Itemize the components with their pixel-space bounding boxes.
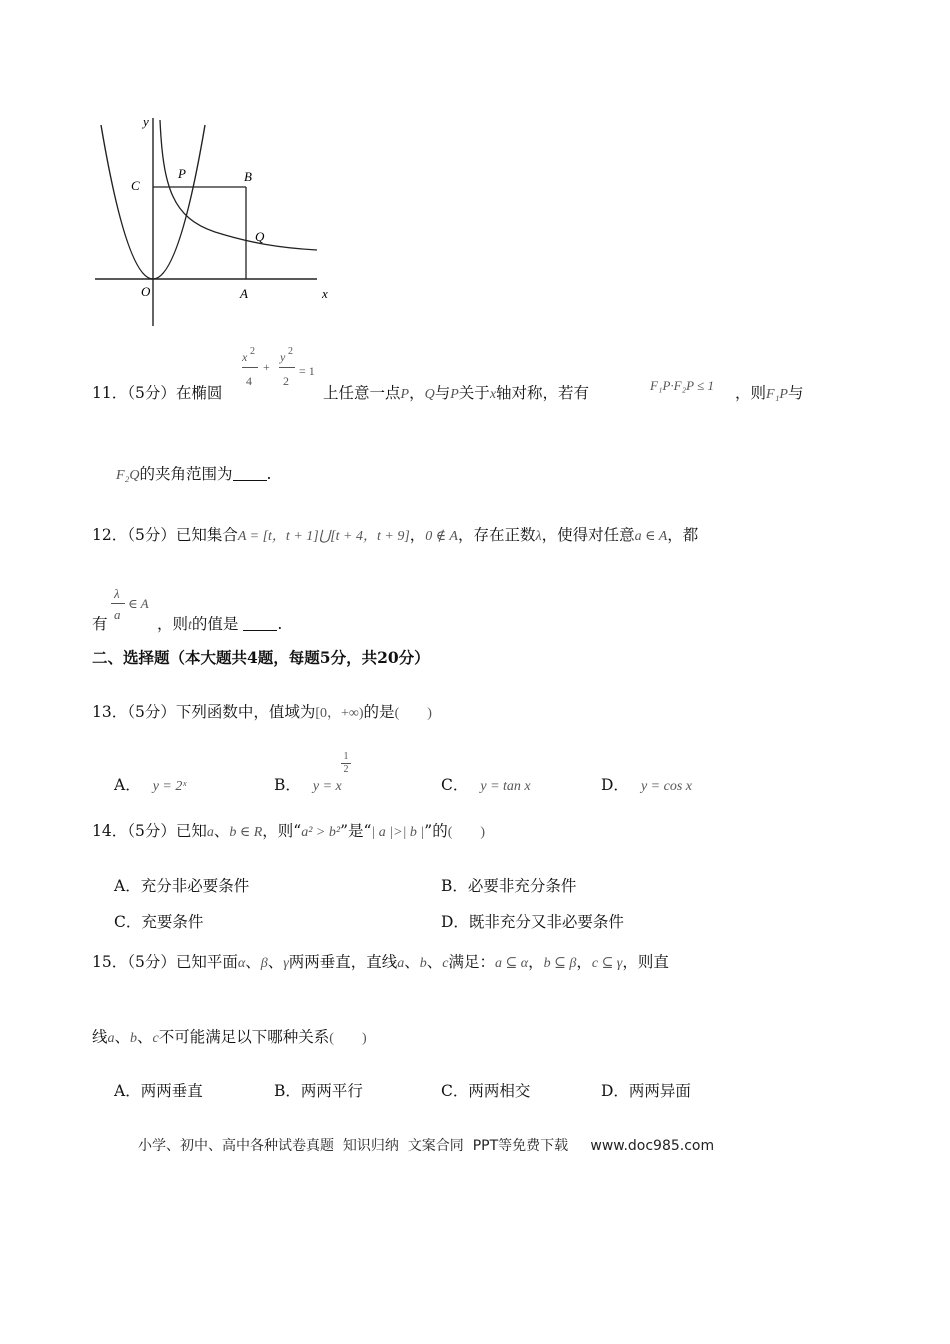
q11-ellipse-formula <box>242 346 322 400</box>
q11-line1-rest <box>323 381 589 403</box>
label-p: P <box>178 166 186 181</box>
q15-text-4: 不可能满足以下哪种关系 <box>158 1028 330 1046</box>
q13-option-c-formula: y = tan x <box>480 779 531 794</box>
q15-sep-6: 、 <box>137 1028 153 1046</box>
q13-range: [0，+∞) <box>315 706 364 721</box>
q15-comma-1: ， <box>528 953 544 971</box>
q15-sep-5: 、 <box>114 1028 131 1046</box>
q12-fraction <box>111 586 161 630</box>
q13-option-c[interactable] <box>441 773 531 795</box>
q15-gamma: γ <box>283 956 289 971</box>
q14-line1 <box>92 819 485 841</box>
q11-line1 <box>92 381 222 403</box>
q14-option-a[interactable]: A．充分非必要条件 <box>114 877 250 895</box>
q15-var-c2: c <box>152 1031 159 1046</box>
q15-paren: ( ) <box>329 1031 367 1046</box>
q11-text-4: 轴对称，若有 <box>496 384 590 402</box>
q14-condition-1: a² > b² <box>301 825 341 840</box>
q15-number: 15．（5分）已知平面 <box>92 953 238 971</box>
q15-var-a: a <box>397 956 405 971</box>
q12-line2-rest <box>157 612 282 634</box>
q12-text-1: ，存在正数 <box>457 526 536 544</box>
q11-line2 <box>116 462 271 484</box>
q14-option-b[interactable]: B．必要非充分条件 <box>441 877 577 895</box>
q13-option-a-label: A． <box>114 776 141 794</box>
q14-var-a: a <box>206 825 214 840</box>
q12-you: 有 <box>92 615 108 633</box>
q15-beta: β <box>260 956 268 971</box>
q11-text-7: 的夹角范围为 <box>139 465 233 483</box>
q12-a-in-a: a ∈ A <box>634 529 668 544</box>
q13-option-d[interactable] <box>601 773 692 795</box>
q12-frac-num: λ <box>114 586 120 601</box>
q15-alpha: α <box>237 956 246 971</box>
q14-option-d[interactable]: D．既非充分又非必要条件 <box>441 913 624 931</box>
q15-var-a2: a <box>107 1031 115 1046</box>
q11-condition: F₁P·F₂P ≤ 1 <box>650 378 714 393</box>
q12-line1 <box>92 523 698 545</box>
figure-graph <box>85 108 345 333</box>
q15-line2 <box>92 1025 367 1047</box>
q12-zero-not-in-a: 0 ∉ A <box>425 529 458 544</box>
q15-option-b[interactable]: B．两两平行 <box>274 1082 363 1100</box>
q15-var-c: c <box>442 956 449 971</box>
q15-var-b: b <box>419 956 427 971</box>
label-x: x <box>322 286 328 301</box>
q12-text-5: 的值是 <box>191 615 239 633</box>
q13-option-d-formula: y = cos x <box>640 779 692 794</box>
hyperbola-curve <box>160 120 317 250</box>
q11-ellipse-plus: + <box>263 360 270 374</box>
q12-frac-den: a <box>114 607 121 622</box>
q15-option-c[interactable]: C．两两相交 <box>441 1082 531 1100</box>
q14-text-1: ，则“ <box>262 822 302 840</box>
q11-text-5: ，则 <box>735 384 767 402</box>
q12-comma: ， <box>409 526 426 544</box>
q15-comma-2: ， <box>576 953 592 971</box>
q11-var-p2: P <box>450 387 459 402</box>
q13-option-d-label: D． <box>601 776 629 794</box>
q12-frac-in: ∈ A <box>128 596 149 611</box>
q14-text-3: ”的 <box>424 822 448 840</box>
q13-option-b-exponent <box>341 752 351 775</box>
q12-var-t: t <box>188 618 192 633</box>
q14-option-c[interactable]: C．充要条件 <box>114 913 204 931</box>
q11-ellipse-den-b: 2 <box>283 374 289 388</box>
label-c: C <box>131 178 140 193</box>
q13-line1 <box>92 700 432 722</box>
q15-relation-1: a ⊆ α <box>495 956 529 971</box>
q11-ellipse-eq: = 1 <box>299 364 315 378</box>
q12-number: 12．（5分）已知集合 <box>92 526 238 544</box>
q12-lambda: λ <box>535 529 542 544</box>
label-q: Q <box>255 229 265 244</box>
q13-text-1: 的是 <box>363 703 395 721</box>
q13-option-b-label: B． <box>274 776 301 794</box>
label-y: y <box>143 114 149 129</box>
q13-option-c-label: C． <box>441 776 469 794</box>
label-a: A <box>240 286 248 301</box>
q13-option-a[interactable] <box>114 773 186 795</box>
q13-option-b-formula: y = x <box>312 779 342 794</box>
q11-text-1: 上任意一点 <box>323 384 401 402</box>
q15-text-3: ，则直 <box>622 953 669 971</box>
q14-b-in-r: b ∈ R <box>229 825 263 840</box>
q11-ellipse-sup-a: 2 <box>250 346 255 357</box>
q12-line2 <box>92 612 108 634</box>
q13-option-a-formula: y = 2ˣ <box>152 779 187 794</box>
q11-ellipse-y: y <box>280 350 286 364</box>
q14-text-2: ”是“ <box>340 822 372 840</box>
q11-line1-tail <box>735 381 804 403</box>
q13-option-b-exp-den: 2 <box>343 764 349 775</box>
q15-option-d[interactable]: D．两两异面 <box>601 1082 691 1100</box>
label-o: O <box>141 284 151 299</box>
q11-ellipse-sup-b: 2 <box>288 346 293 357</box>
q15-text-2: 满足： <box>448 953 496 971</box>
q15-relation-3: c ⊆ γ <box>591 956 623 971</box>
q11-ellipse-x: x <box>242 350 248 364</box>
q12-period: . <box>277 615 283 633</box>
q15-line1 <box>92 950 669 972</box>
q15-sep-2: 、 <box>267 953 284 971</box>
q12-answer-blank[interactable] <box>243 616 277 631</box>
q11-answer-blank[interactable] <box>233 466 267 481</box>
q11-text-6: 与 <box>788 384 804 402</box>
q13-option-b[interactable] <box>274 773 342 795</box>
q11-var-p: P <box>400 387 410 402</box>
footer-text: 小学、初中、高中各种试卷真题 知识归纳 文案合同 PPT等免费下载 www.doc985.com <box>138 1138 715 1154</box>
label-b: B <box>244 169 252 184</box>
q15-sep-4: 、 <box>426 953 443 971</box>
q11-vector-f2q: F₂Q <box>116 468 140 483</box>
section-2-heading: 二、选择题（本大题共4题，每题5分，共20分） <box>92 648 430 667</box>
q11-vector-f1p: F₁P <box>766 387 788 402</box>
q12-text-3: ，都 <box>667 526 699 544</box>
q11-var-x: x <box>489 387 497 402</box>
q11-text-2: 与 <box>434 384 451 402</box>
q15-relation-2: b ⊆ β <box>543 956 577 971</box>
q11-period: . <box>266 465 272 483</box>
q15-sep-3: 、 <box>404 953 420 971</box>
q12-set-a: A = [t，t + 1]⋃[t + 4，t + 9] <box>237 529 410 544</box>
q15-line2-start: 线 <box>92 1028 108 1046</box>
q12-text-4: ，则 <box>157 615 189 633</box>
q15-text-1: 两两垂直，直线 <box>288 953 398 971</box>
q13-number: 13．（5分）下列函数中，值域为 <box>92 703 316 721</box>
q13-option-b-exp-num: 1 <box>343 751 349 762</box>
q11-var-q: Q <box>424 387 435 402</box>
q14-number: 14．（5分）已知 <box>92 822 207 840</box>
q15-var-b2: b <box>130 1031 138 1046</box>
q13-paren: ( ) <box>394 706 432 721</box>
q12-text-2: ，使得对任意 <box>541 526 635 544</box>
q11-number: 11．（5分）在椭圆 <box>92 384 223 402</box>
q15-sep-1: 、 <box>245 953 261 971</box>
q14-condition-2: | a |>| b | <box>371 825 425 840</box>
q11-comma: ， <box>409 384 425 402</box>
q11-ellipse-den-a: 4 <box>246 374 252 388</box>
q14-paren: ( ) <box>447 825 486 840</box>
q11-text-3: 关于 <box>458 384 490 402</box>
q15-option-a[interactable]: A．两两垂直 <box>114 1082 203 1100</box>
q14-sep: 、 <box>213 822 230 840</box>
